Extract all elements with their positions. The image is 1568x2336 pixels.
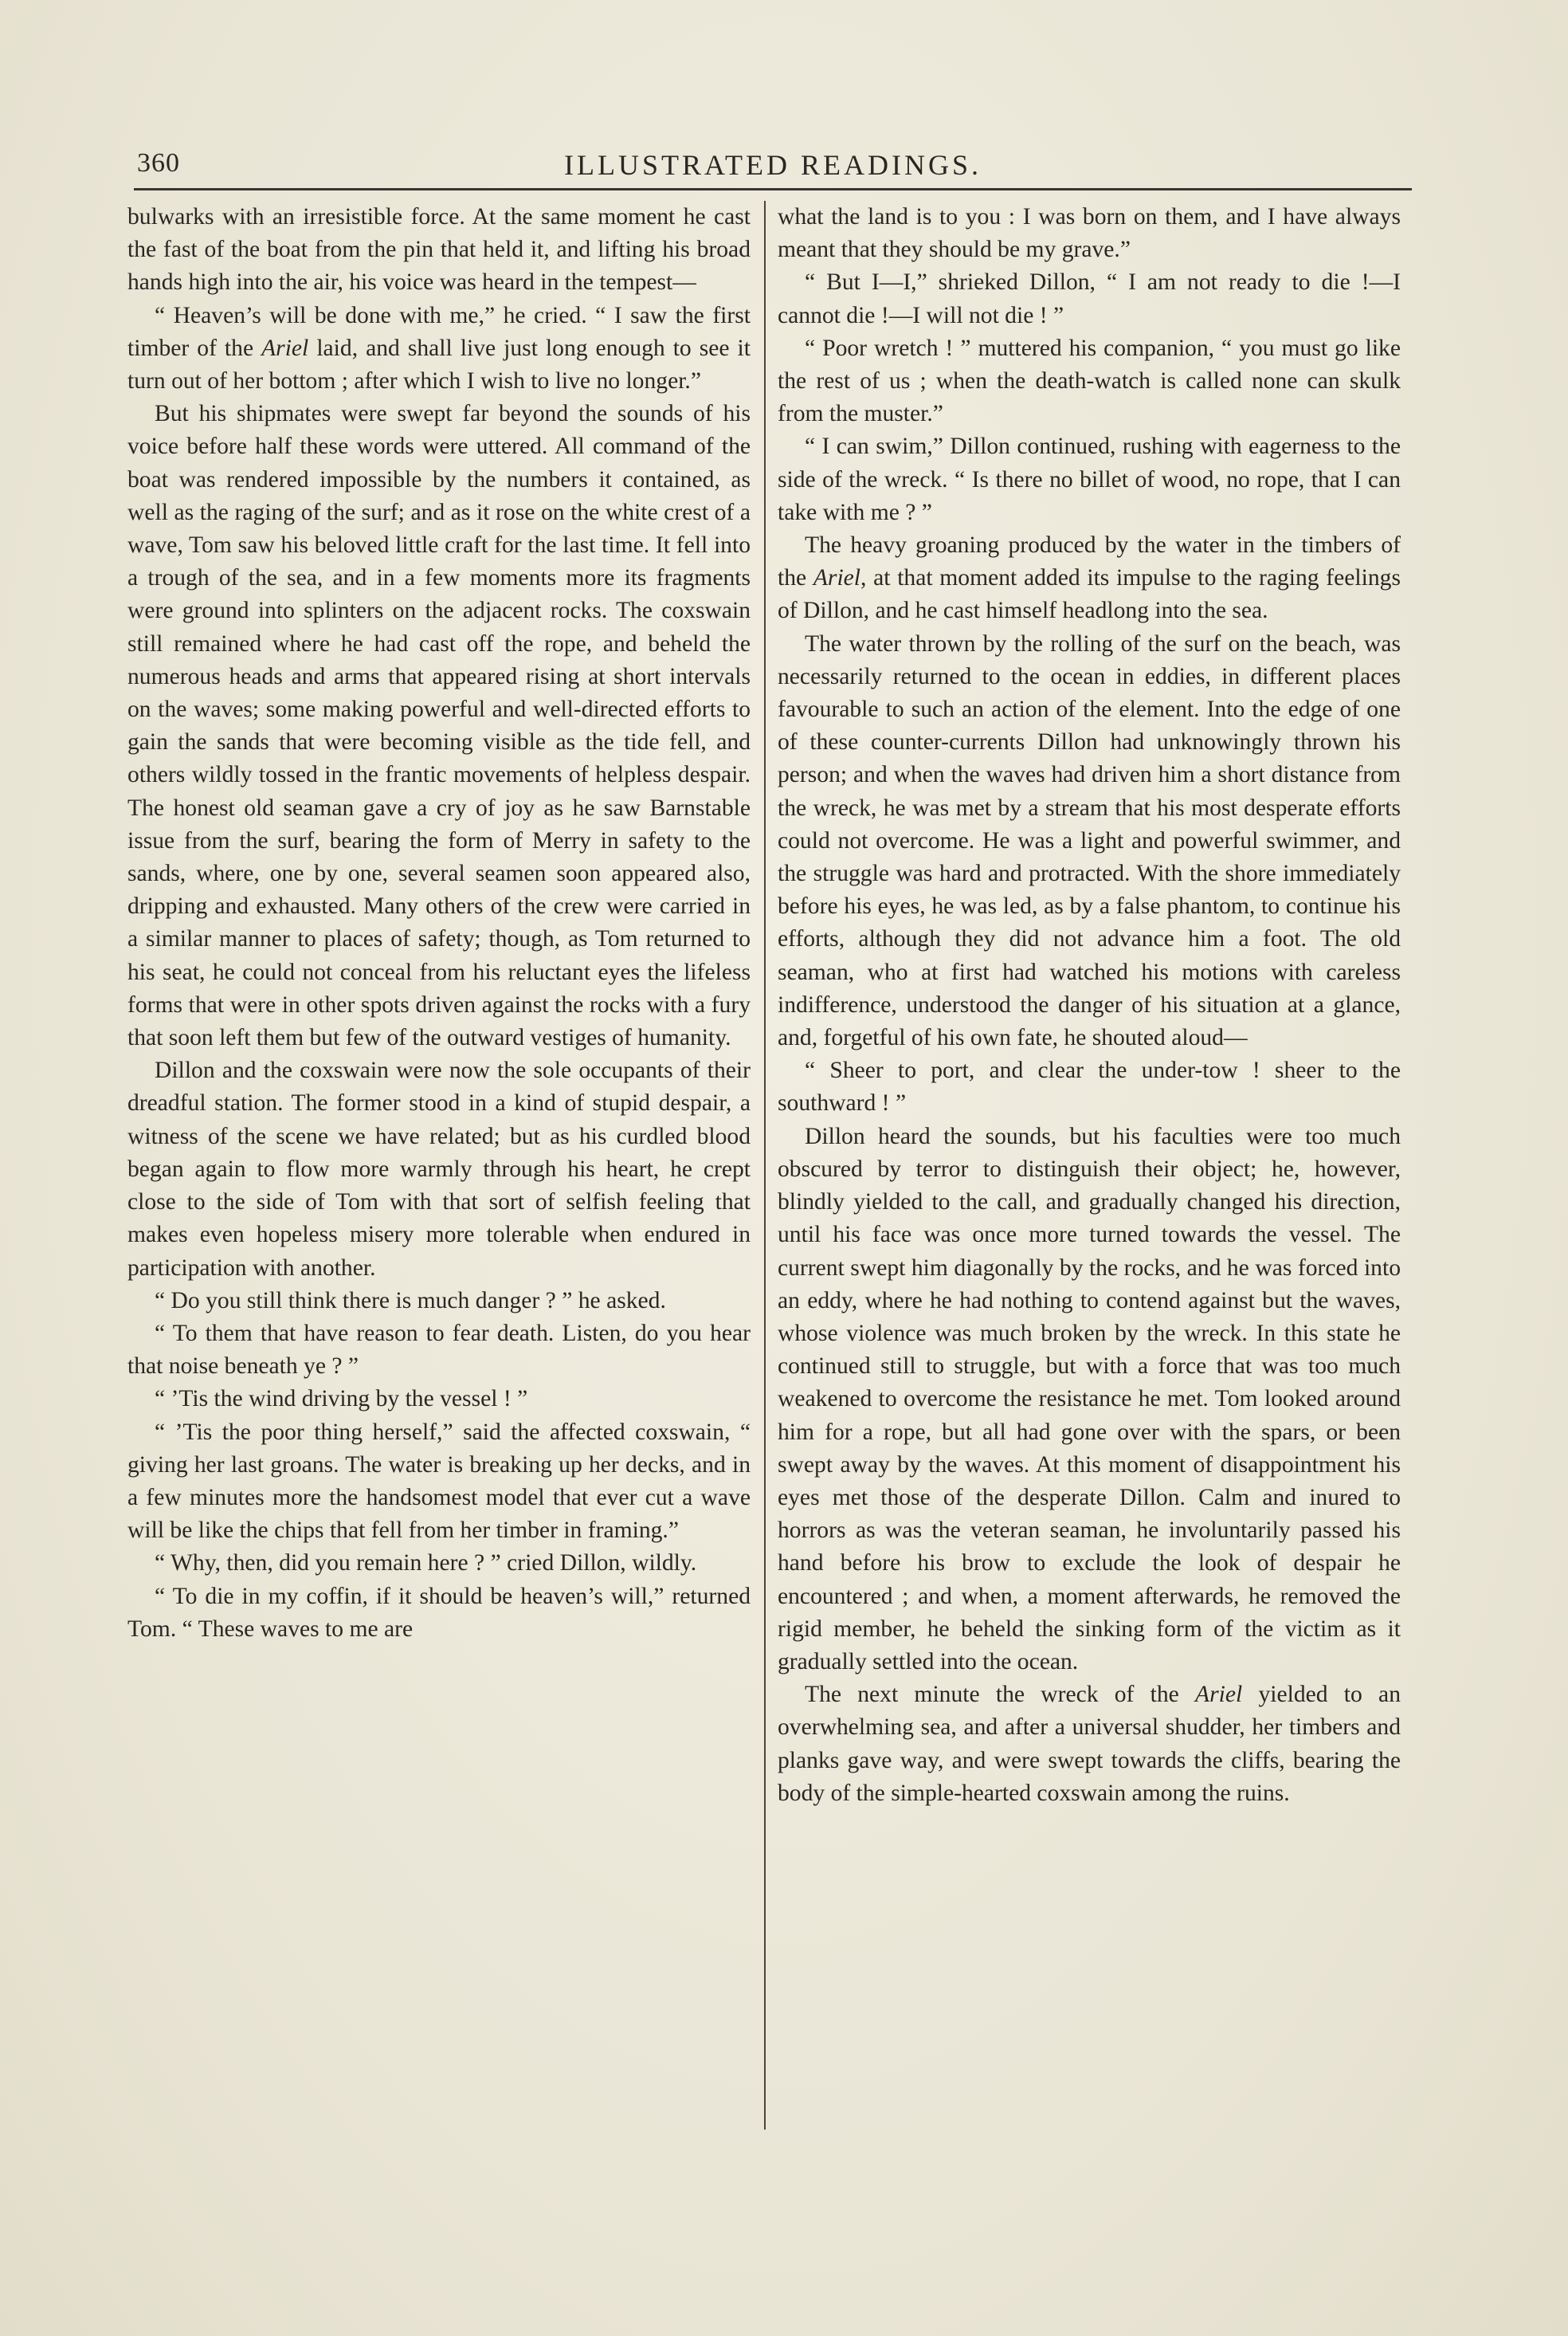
paragraph: “ To them that have reason to fear death. Listen, do you hear that noise beneath ye ? ” — [127, 1320, 751, 1380]
left-column — [127, 201, 751, 2153]
paragraph: what the land is to you : I was born on them, and I have always meant that they should be my grave.” — [778, 204, 1401, 263]
paragraph: “ Sheer to port, and clear the under-tow ! sheer to the southward ! ” — [778, 1058, 1401, 1117]
paragraph: “ Why, then, did you remain here ? ” cried Dillon, wildly. — [155, 1550, 697, 1576]
page-header — [134, 142, 1412, 183]
running-title: ILLUSTRATED READINGS. — [564, 149, 982, 181]
paragraph: The heavy groaning produced by the water in the timbers of the Ariel, at that moment added its impulse to the raging feelings of Dillon, and he cast himself headlong into the sea. — [778, 532, 1401, 624]
paragraph: Dillon heard the sounds, but his faculties were too much obscured by terror to distinguish their object; he, however, blindly yielded to the call, and gradually changed his direction, until his face was once more turned towards the vessel. The current swept him diagonally by the rocks, and he was forced into an eddy, where he had nothing to contend against but the waves, whose violence was much broken by the wreck. In this state he continued still to struggle, but with a force that was too much weakened to overcome the resistance he met. Tom looked around him for a rope, but all had gone over with the spars, or been swept away by the waves. At this moment of disappointment his eyes met those of the desperate Dillon. Calm and inured to horrors as was the veteran seaman, he involuntarily passed his hand before his brow to exclude the look of despair he encountered ; and when, a moment afterwards, he removed the rigid member, he beheld the sinking form of the victim as it gradually settled into the ocean. — [778, 1123, 1401, 1674]
page-number: 360 — [137, 148, 180, 178]
paragraph: “ Poor wretch ! ” muttered his companion, “ you must go like the rest of us ; when the death-watch is called none can skulk from the muster.” — [778, 335, 1401, 427]
paragraph: “ To die in my coffin, if it should be heaven’s will,” returned Tom. “ These waves to me are — [127, 1583, 751, 1642]
paragraph: The water thrown by the rolling of the surf on the beach, was necessarily returned to the ocean in eddies, in different places favourable to such an action of the element. Into the edge of one of these counter-currents Dillon had unknowingly thrown his person; and when the waves had driven him a short distance from the wreck, he was met by a stream that his most desperate efforts could not overcome. He was a light and powerful swimmer, and the struggle was hard and protracted. With the shore immediately before his eyes, he was led, as by a false phantom, to continue his efforts, although they did not advance him a foot. The old seaman, who at first had watched his motions with careless indifference, understood the danger of his situation at a glance, and, forgetful of his own fate, he shouted aloud— — [778, 630, 1401, 1051]
paragraph: The next minute the wreck of the Ariel yielded to an overwhelming sea, and after a universal shudder, her timbers and planks gave way, and were swept towards the cliffs, bearing the body of the simple-hearted coxswain among the ruins. — [778, 1682, 1401, 1806]
paragraph: “ But I—I,” shrieked Dillon, “ I am not ready to die !—I cannot die !—I will not die ! ” — [778, 269, 1401, 328]
column-divider — [764, 201, 766, 2130]
right-column — [778, 201, 1401, 2153]
paragraph: But his shipmates were swept far beyond the sounds of his voice before half these words were uttered. All command of the boat was rendered impossible by the numbers it contained, as well as the raging of the surf; and as it rose on the white crest of a wave, Tom saw his beloved little craft for the last time. It fell into a trough of the sea, and in a few moments more its fragments were ground into splinters on the adjacent rocks. The coxswain still remained where he had cast off the rope, and beheld the numerous heads and arms that appeared rising at short intervals on the waves; some making powerful and well-directed efforts to gain the sands that were becoming visible as the tide fell, and others wildly tossed in the frantic movements of helpless despair. The honest old seaman gave a cry of joy as he saw Barnstable issue from the surf, bearing the form of Merry in safety to the sands, where, one by one, several seamen soon appeared also, dripping and exhausted. Many others of the crew were carried in a similar manner to places of safety; though, as Tom returned to his seat, he could not conceal from his reluctant eyes the lifeless forms that were in other spots driven against the rocks with a fury that soon left them but few of the outward vestiges of humanity. — [127, 401, 751, 1051]
header-rule — [134, 188, 1412, 190]
paragraph: “ ’Tis the wind driving by the vessel ! ” — [155, 1386, 528, 1412]
paragraph: “ Do you still think there is much danger ? ” he asked. — [155, 1287, 666, 1313]
paragraph: Dillon and the coxswain were now the sole occupants of their dreadful station. The former stood in a kind of stupid despair, a witness of the scene we have related; but as his curdled blood began again to flow more warmly through his heart, he crept close to the side of Tom with that sort of selfish feeling that makes even hopeless misery more tolerable when endured in participation with another. — [127, 1058, 751, 1281]
paragraph: “ I can swim,” Dillon continued, rushing with eagerness to the side of the wreck. “ Is there no billet of wood, no rope, that I can take with me ? ” — [778, 434, 1401, 525]
paragraph: bulwarks with an irresistible force. At the same moment he cast the fast of the boat from the pin that held it, and lifting his broad hands high into the air, his voice was heard in the tempest— — [127, 204, 751, 296]
paragraph: “ Heaven’s will be done with me,” he cried. “ I saw the first timber of the Ariel laid, and shall live just long enough to see it turn out of her bottom ; after which I wish to live no longer.” — [127, 302, 751, 395]
paragraph: “ ’Tis the poor thing herself,” said the affected coxswain, “ giving her last groans. The water is breaking up her decks, and in a few minutes more the handsomest model that ever cut a wave will be like the chips that fell from her timber in framing.” — [127, 1419, 751, 1544]
